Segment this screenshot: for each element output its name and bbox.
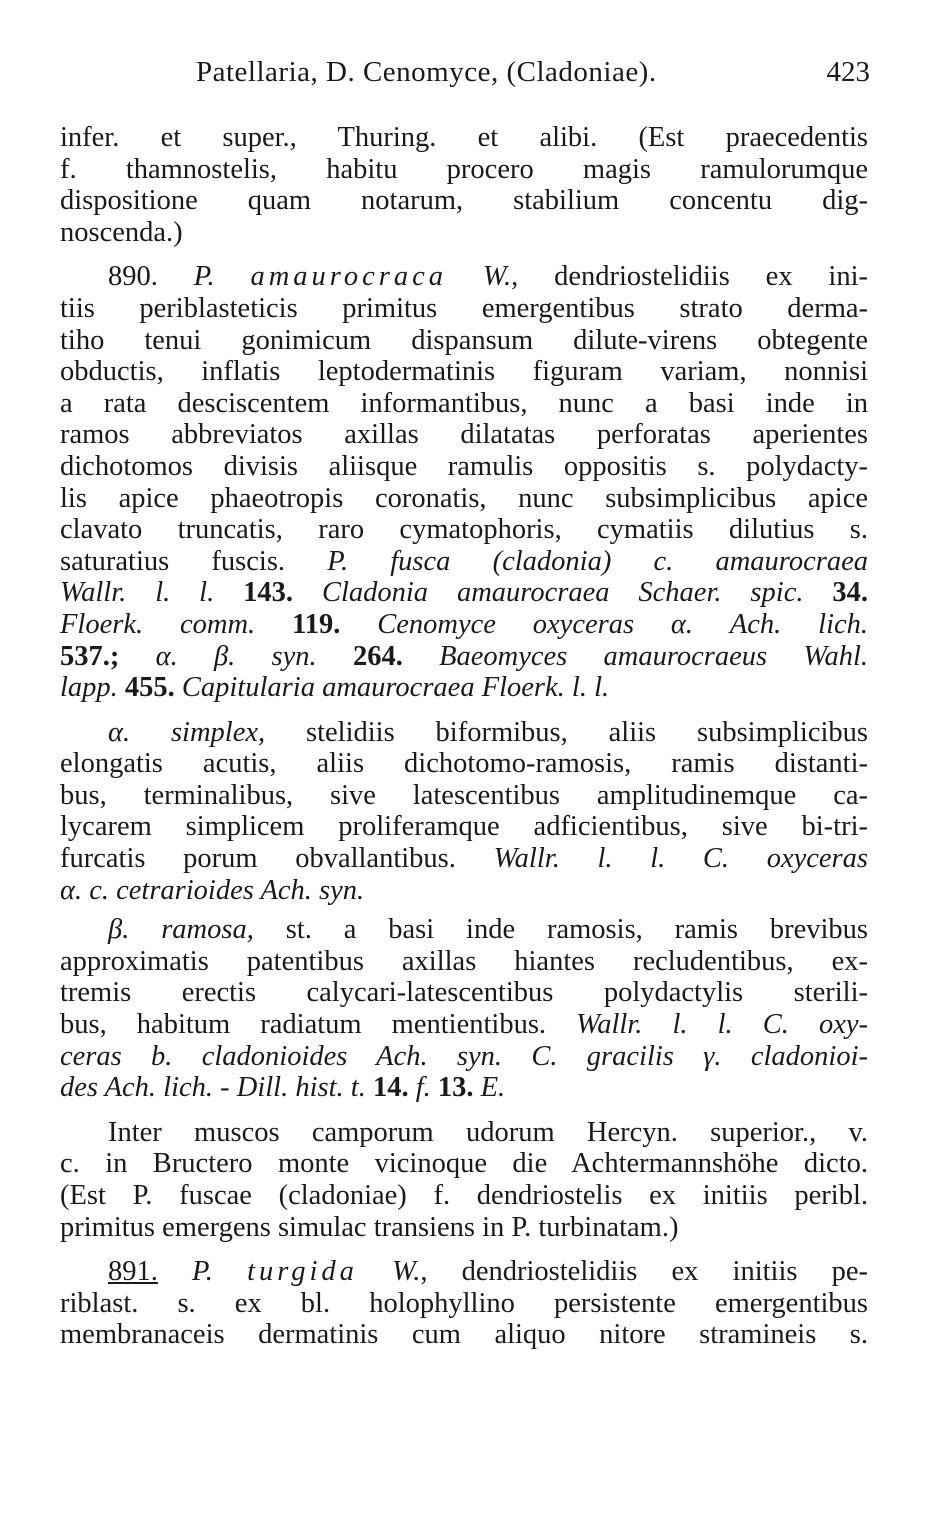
synonym-citation: Wallr. l. l. C. oxyceras: [493, 843, 868, 875]
text-line: riblast. s. ex bl. holophyllino persistente emergentibus: [60, 1287, 868, 1319]
citation-page: 14.: [372, 1072, 409, 1104]
text-line: tiis periblasteticis primitus emergentibus strato derma-: [60, 292, 868, 324]
citation-page: 143.: [243, 577, 294, 609]
text-span: bus, habitum radiatum mentientibus.: [60, 1009, 547, 1041]
text-line: clavato truncatis, raro cymatophoris, cymatiis dilutius s.: [60, 514, 868, 546]
synonym-citation: α. c. cetrarioides Ach. syn.: [60, 874, 365, 906]
text-line: f. thamnostelis, habitu procero magis ramulorumque: [60, 153, 868, 185]
text-line: [60, 1072, 868, 1104]
text-line: dichotomos divisis aliisque ramulis oppositis s. polydacty-: [60, 450, 868, 482]
text-line: primitus emergens simulac transiens in P. turbinatam.): [60, 1211, 679, 1243]
variety-label: α. simplex,: [108, 716, 266, 748]
text-line: infer. et super., Thuring. et alibi. (Est praecedentis: [60, 122, 868, 153]
text-line: [60, 577, 868, 609]
species-name: amaurocraca: [250, 261, 447, 293]
entry-text: , dendriostelidiis ex initiis pe-: [420, 1256, 868, 1288]
text-span: stelidiis biformibus, aliis subsimplicibus: [306, 716, 868, 748]
text-span: st. a basi inde ramosis, ramis brevibus: [285, 914, 868, 946]
text-line: noscenda.): [60, 216, 183, 248]
species-name: turgida: [247, 1256, 358, 1288]
entry-heading-line: [60, 1256, 868, 1288]
habitat-paragraph: [60, 1117, 868, 1243]
entry-text: , dendriostelidiis ex ini-: [511, 261, 868, 293]
citation-page: 34.: [832, 577, 868, 609]
citation: α. β. syn.: [155, 640, 317, 672]
entry-891: [60, 1256, 868, 1351]
entry-890: [60, 261, 868, 703]
text-line: bus, terminalibus, sive latescentibus amplitudinemque ca-: [60, 779, 868, 811]
text-line: [60, 1041, 868, 1073]
variety-label: β. ramosa,: [108, 914, 254, 946]
synonym-citation: Wallr. l. l. C. oxy-: [576, 1009, 868, 1041]
text-span: furcatis porum obvallantibus.: [60, 843, 456, 875]
text-line: a rata desciscentem informantibus, nunc a basi inde in: [60, 387, 868, 419]
variety-alpha: [60, 717, 868, 907]
text-line: tremis erectis calycari-latescentibus polydactylis sterili-: [60, 977, 868, 1009]
synonym-citation: Cenomyce oxyceras α. Ach. lich.: [377, 608, 868, 640]
text-line: [60, 641, 868, 673]
page-header: [60, 56, 870, 100]
entry-heading-line: [60, 261, 868, 293]
entry-number: 891.: [108, 1256, 158, 1288]
text-line: Inter muscos camporum udorum Hercyn. superior., v.: [108, 1116, 868, 1148]
text-line: ramos abbreviatos axillas dilatatas perforatas aperientes: [60, 419, 868, 451]
text-line: c. in Bructero monte vicinoque die Achtermannshöhe dicto.: [60, 1148, 868, 1180]
page-number: 423: [826, 56, 870, 88]
text-line: [60, 843, 868, 875]
text-line: [60, 609, 868, 641]
text-line: membranaceis dermatinis cum aliquo nitore stramineis s.: [60, 1319, 868, 1351]
entry-number: 890.: [108, 261, 158, 293]
text-line: obductis, inflatis leptodermatinis figuram variam, nonnisi: [60, 356, 868, 388]
genus-abbrev: P.: [193, 261, 215, 293]
genus-abbrev: P.: [192, 1256, 213, 1288]
text-line: [60, 1009, 868, 1041]
text-line: elongatis acutis, aliis dichotomo-ramosis, ramis distanti-: [60, 748, 868, 780]
author-abbrev: W.: [392, 1256, 421, 1288]
citation-page: 537.;: [60, 640, 120, 672]
synonym-citation: Capitularia amaurocraea Floerk. l. l.: [181, 672, 610, 704]
text-line: approximatis patentibus axillas hiantes recludentibus, ex-: [60, 945, 868, 977]
citation: f.: [415, 1072, 431, 1104]
running-head: Patellaria, D. Cenomyce, (Cladoniae).: [196, 56, 657, 88]
synonym-citation: Baeomyces amaurocraeus Wahl.: [439, 640, 868, 672]
text-line: [60, 914, 868, 946]
text-line: lis apice phaeotropis coronatis, nunc subsimplicibus apice: [60, 482, 868, 514]
text-line: lycarem simplicem proliferamque adficientibus, sive bi-tri-: [60, 811, 868, 843]
text-line: [60, 546, 868, 578]
synonym-citation: des Ach. lich. - Dill. hist. t.: [60, 1072, 366, 1104]
author-abbrev: W.: [482, 261, 512, 293]
paragraph-continuation: [60, 122, 868, 248]
text-line: [60, 672, 868, 704]
citation: E.: [480, 1072, 506, 1104]
synonym-citation: ceras b. cladonioides Ach. syn. C. gracilis γ. cladonioi-: [60, 1040, 868, 1072]
variety-beta: [60, 914, 868, 1104]
citation-page: 13.: [437, 1072, 474, 1104]
text-line: [60, 717, 868, 749]
citation: Wallr. l. l.: [60, 577, 215, 609]
text-line: [60, 875, 868, 907]
citation-page: 455.: [124, 672, 175, 704]
citation-page: 264.: [352, 640, 403, 672]
citation-page: 119.: [292, 608, 341, 640]
text-span: saturatius fuscis.: [60, 545, 286, 577]
synonym-citation: P. fusca (cladonia) c. amaurocraea: [327, 545, 868, 577]
page-body: [60, 122, 868, 1351]
text-line: dispositione quam notarum, stabilium concentu dig-: [60, 185, 868, 217]
citation: Floerk. comm.: [60, 608, 256, 640]
synonym-citation: Cladonia amaurocraea Schaer. spic.: [321, 577, 804, 609]
text-line: (Est P. fuscae (cladoniae) f. dendriostelis ex initiis peribl.: [60, 1180, 868, 1211]
text-line: tiho tenui gonimicum dispansum dilute-virens obtegente: [60, 324, 868, 356]
citation: lapp.: [60, 672, 118, 704]
